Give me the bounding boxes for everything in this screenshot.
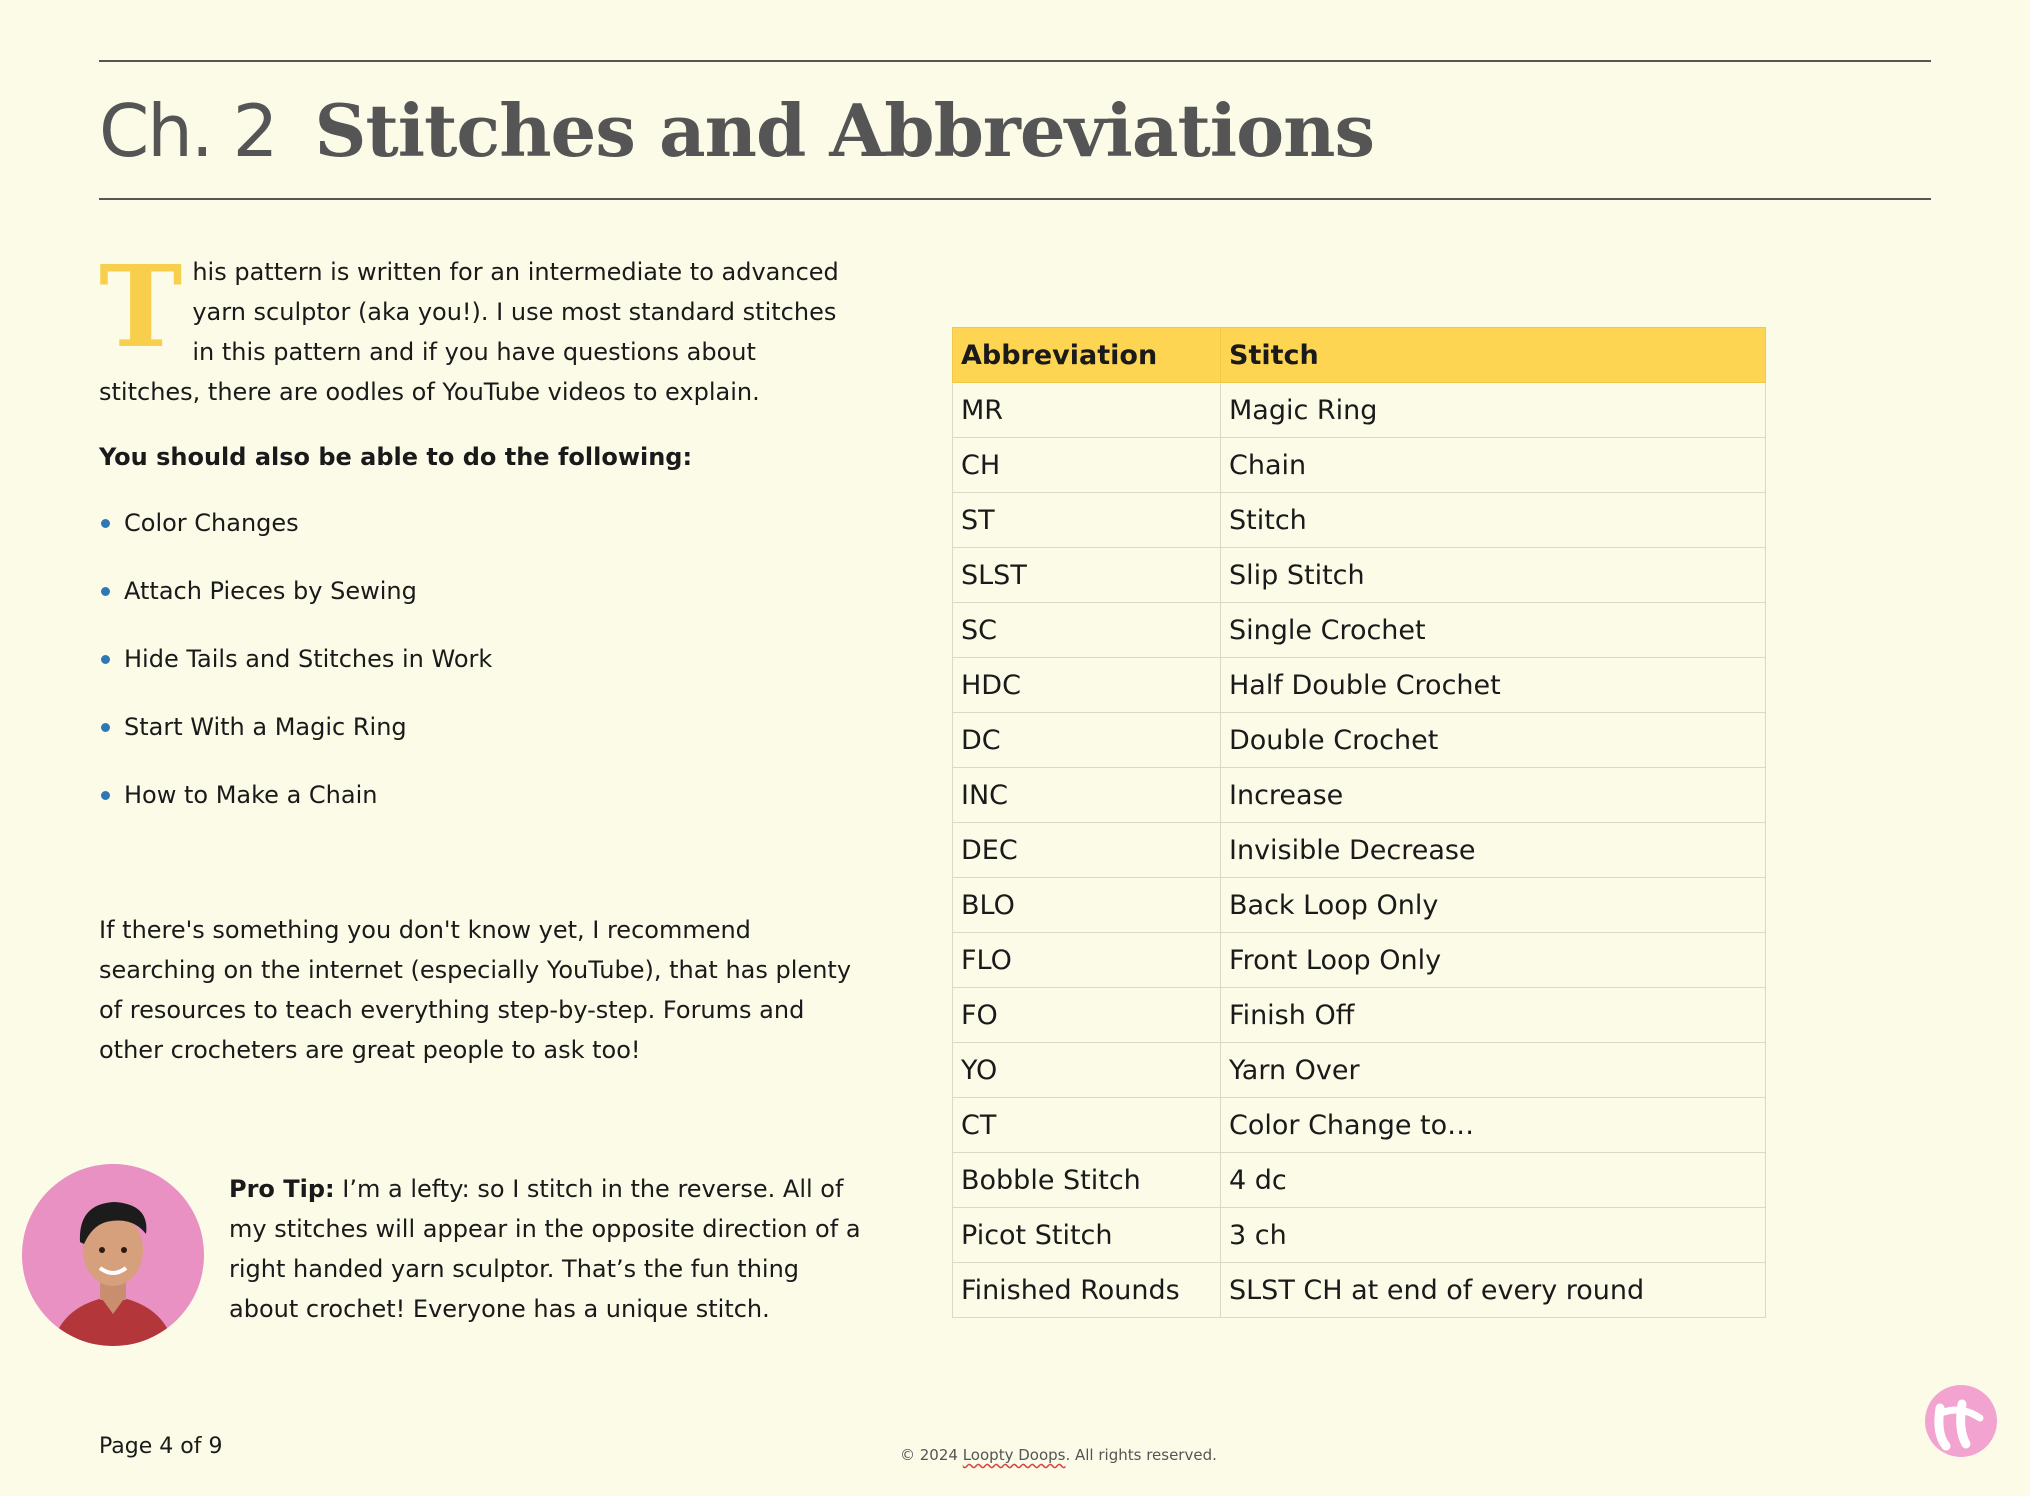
stitch-cell: Stitch <box>1221 493 1766 548</box>
abbreviation-cell: Picot Stitch <box>953 1208 1221 1263</box>
bullet-icon <box>101 655 110 664</box>
intro-text: his pattern is written for an intermediate to advanced yarn sculptor (aka you!). I use most standard stitches in this pattern and if you have questions about stitches, there are oodles of YouTube videos to explain. <box>99 258 839 406</box>
stitch-cell: SLST CH at end of every round <box>1221 1263 1766 1318</box>
bullet-icon <box>101 723 110 732</box>
abbreviation-cell: SC <box>953 603 1221 658</box>
avatar-illustration <box>22 1164 204 1346</box>
table-row <box>953 713 1766 768</box>
stitch-cell: Yarn Over <box>1221 1043 1766 1098</box>
abbreviation-cell: HDC <box>953 658 1221 713</box>
table-row <box>953 768 1766 823</box>
loopty-doops-logo-icon <box>1922 1382 2000 1460</box>
abbreviation-cell: FLO <box>953 933 1221 988</box>
table-row <box>953 1098 1766 1153</box>
table-row <box>953 493 1766 548</box>
copyright-suffix: . All rights reserved. <box>1065 1446 1217 1464</box>
person-avatar-icon <box>22 1164 204 1346</box>
stitch-cell: Single Crochet <box>1221 603 1766 658</box>
stitch-cell: Double Crochet <box>1221 713 1766 768</box>
table-row <box>953 1043 1766 1098</box>
list-item <box>99 641 492 709</box>
stitch-cell: 3 ch <box>1221 1208 1766 1263</box>
recommend-paragraph: If there's something you don't know yet, I recommend searching on the internet (especially YouTube), that has plenty of resources to teach everything step-by-step. Forums and other crocheters are great people to ask too! <box>99 916 852 1064</box>
abbreviation-cell: MR <box>953 383 1221 438</box>
stitch-cell: Front Loop Only <box>1221 933 1766 988</box>
abbreviation-cell: Bobble Stitch <box>953 1153 1221 1208</box>
column-header-abbreviation: Abbreviation <box>953 328 1221 383</box>
abbreviation-cell: SLST <box>953 548 1221 603</box>
list-item-label: Hide Tails and Stitches in Work <box>124 645 493 673</box>
table-row <box>953 988 1766 1043</box>
table-row <box>953 933 1766 988</box>
table-row <box>953 383 1766 438</box>
table-row <box>953 438 1766 493</box>
list-item <box>99 709 492 777</box>
stitch-cell: Half Double Crochet <box>1221 658 1766 713</box>
bullet-icon <box>101 519 110 528</box>
table-row <box>953 603 1766 658</box>
list-item <box>99 777 492 845</box>
table-row <box>953 878 1766 933</box>
table-header-row <box>953 328 1766 383</box>
bullet-icon <box>101 587 110 596</box>
list-item-label: How to Make a Chain <box>124 781 378 809</box>
stitch-cell: 4 dc <box>1221 1153 1766 1208</box>
abbreviation-cell: INC <box>953 768 1221 823</box>
abbreviation-cell: DC <box>953 713 1221 768</box>
abbreviation-cell: CH <box>953 438 1221 493</box>
bottom-rule <box>99 198 1931 200</box>
drop-cap: T <box>99 242 183 373</box>
page-number: Page 4 of 9 <box>99 1434 223 1459</box>
table-row <box>953 1153 1766 1208</box>
list-item-label: Color Changes <box>124 509 299 537</box>
list-item-label: Attach Pieces by Sewing <box>124 577 417 605</box>
brand-name: Loopty Doops <box>962 1446 1066 1464</box>
bullet-icon <box>101 791 110 800</box>
pro-tip-text: I’m a lefty: so I stitch in the reverse. All of my stitches will appear in the opposite direction of a right handed yarn sculptor. That’s the fun thing about crochet! Everyone has a unique stitch. <box>229 1175 861 1323</box>
column-header-stitch: Stitch <box>1221 328 1766 383</box>
table-row <box>953 823 1766 878</box>
abbreviation-cell: YO <box>953 1043 1221 1098</box>
list-item-label: Start With a Magic Ring <box>124 713 407 741</box>
copyright-notice <box>900 1446 1217 1464</box>
stitch-cell: Finish Off <box>1221 988 1766 1043</box>
copyright-prefix: © 2024 <box>900 1446 963 1464</box>
top-rule <box>99 60 1931 62</box>
table-row <box>953 1208 1766 1263</box>
skills-list <box>99 505 492 845</box>
abbreviation-cell: ST <box>953 493 1221 548</box>
abbreviations-table <box>952 327 1766 1318</box>
logo-mark <box>1922 1382 2000 1460</box>
table-row <box>953 1263 1766 1318</box>
abbreviation-cell: CT <box>953 1098 1221 1153</box>
chapter-label: Ch. 2 <box>99 89 277 173</box>
page-title: Stitches and Abbreviations <box>314 88 1375 173</box>
stitch-cell: Chain <box>1221 438 1766 493</box>
stitch-cell: Slip Stitch <box>1221 548 1766 603</box>
stitch-cell: Increase <box>1221 768 1766 823</box>
stitch-cell: Magic Ring <box>1221 383 1766 438</box>
list-item <box>99 505 492 573</box>
abbreviation-cell: FO <box>953 988 1221 1043</box>
skills-heading: You should also be able to do the following: <box>99 443 693 471</box>
abbreviation-cell: BLO <box>953 878 1221 933</box>
pro-tip <box>229 1169 869 1329</box>
page-heading <box>99 88 1374 178</box>
table-row <box>953 548 1766 603</box>
stitch-cell: Back Loop Only <box>1221 878 1766 933</box>
intro-paragraph <box>99 242 839 412</box>
pro-tip-label: Pro Tip: <box>229 1175 335 1203</box>
table-row <box>953 658 1766 713</box>
stitch-cell: Color Change to… <box>1221 1098 1766 1153</box>
list-item <box>99 573 492 641</box>
stitch-cell: Invisible Decrease <box>1221 823 1766 878</box>
abbreviation-cell: Finished Rounds <box>953 1263 1221 1318</box>
abbreviation-cell: DEC <box>953 823 1221 878</box>
